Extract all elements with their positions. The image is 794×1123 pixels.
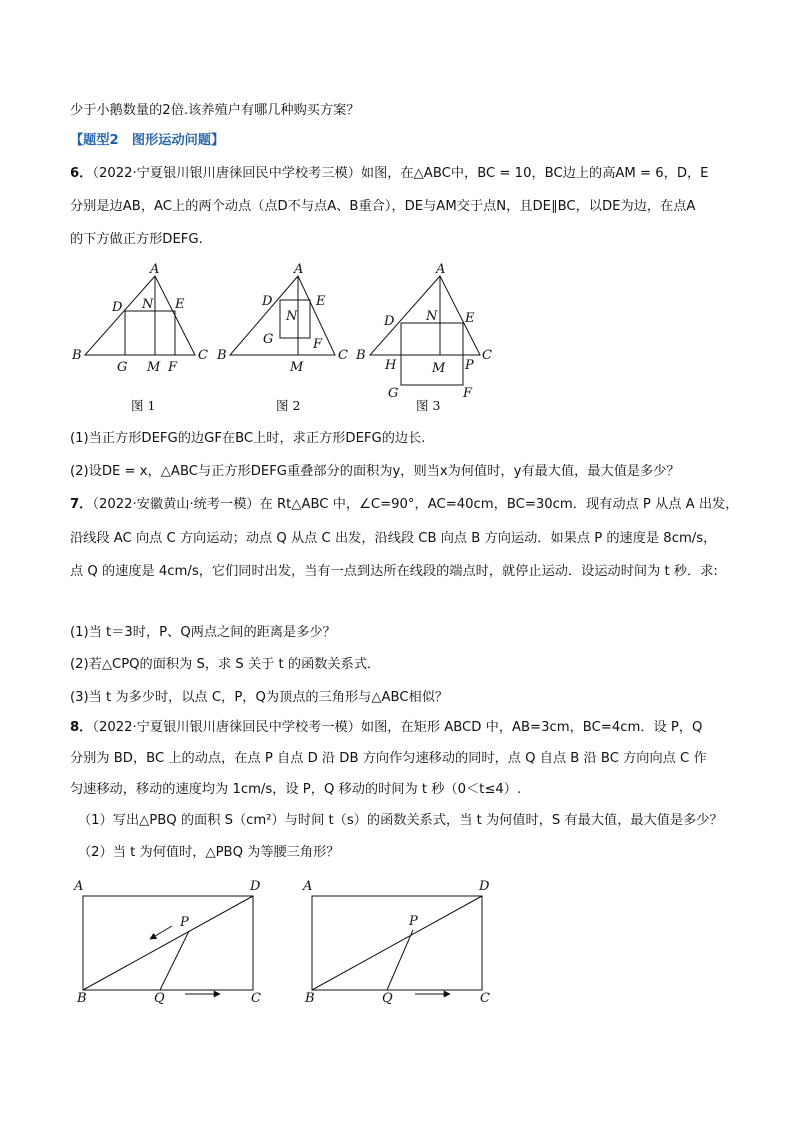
q8-left-label-q: Q bbox=[154, 991, 165, 1006]
fig1-caption: 图 1 bbox=[131, 398, 156, 413]
q7-part3: (3)当 t 为多少时，以点 C，P，Q为顶点的三角形与△ABC相似？ bbox=[70, 690, 449, 705]
q8-left-arrow-p bbox=[150, 926, 172, 939]
q8-source: （2022·宁夏银川银川唐徕回民中学校考一模） bbox=[92, 720, 361, 735]
fig1-label-m: M bbox=[147, 360, 161, 375]
q8-line2: 分别为 BD，BC 上的动点，在点 P 自点 D 沿 DB 方向作匀速移动的同时，点 Q 自点 B 沿 BC 方向向点 C 作 bbox=[70, 751, 707, 766]
q7-line1 bbox=[70, 495, 738, 515]
q8-left-label-b: B bbox=[77, 991, 87, 1006]
q7-number: 7． bbox=[70, 497, 93, 512]
q6-line2: 分别是边AB，AC上的两个动点（点D不与点A、B重合），DE与AM交于点N，且DE∥BC，以DE为边，在点A bbox=[70, 199, 696, 214]
fig2-label-n: N bbox=[286, 309, 298, 324]
fig1-label-g: G bbox=[117, 360, 128, 375]
fig2-label-m: M bbox=[290, 360, 304, 375]
q7-line2: 沿线段 AC 向点 C 方向运动；动点 Q 从点 C 出发，沿线段 CB 向点 B 方向运动．如果点 P 的速度是 8cm/s， bbox=[70, 531, 717, 546]
q8-part2: （2）当 t 为何值时，△PBQ 为等腰三角形？ bbox=[78, 845, 340, 860]
fig2-label-e: E bbox=[316, 294, 326, 309]
fig2-label-d: D bbox=[262, 294, 273, 309]
q8-right-label-b: B bbox=[305, 991, 315, 1006]
section-heading: 【题型2 图形运动问题】 bbox=[70, 133, 225, 148]
fig1-label-d: D bbox=[112, 300, 123, 315]
fig3-label-h: H bbox=[385, 358, 397, 373]
q8-figure-right bbox=[302, 879, 490, 1006]
fig1-label-b: B bbox=[72, 348, 82, 363]
q8-left-label-p: P bbox=[180, 915, 189, 930]
q8-figure-left bbox=[73, 879, 261, 1006]
q6-figures bbox=[0, 255, 794, 425]
q8-right-label-c: C bbox=[480, 991, 490, 1006]
q8-figures bbox=[0, 870, 794, 1010]
q6-source: （2022·宁夏银川银川唐徕回民中学校考三模） bbox=[92, 166, 361, 181]
fig1-label-n: N bbox=[142, 297, 154, 312]
q6-figure-3 bbox=[355, 262, 492, 413]
q8-right-label-p: P bbox=[409, 914, 418, 929]
q8-left-label-c: C bbox=[251, 991, 261, 1006]
fig3-label-a: A bbox=[436, 262, 446, 277]
q6-line3: 的下方做正方形DEFG. bbox=[70, 232, 203, 247]
q8-left-label-d: D bbox=[250, 879, 261, 894]
q8-right-label-q: Q bbox=[382, 991, 393, 1006]
fig3-label-c: C bbox=[482, 348, 492, 363]
fig3-caption: 图 3 bbox=[416, 398, 441, 413]
q8-part1: （1）写出△PBQ 的面积 S（cm²）与时间 t（s）的函数关系式，当 t 为何值时，S 有最大值，最大值是多少？ bbox=[78, 813, 723, 828]
fig3-label-m: M bbox=[432, 361, 446, 376]
fig3-label-p: P bbox=[465, 358, 474, 373]
fig3-label-g: G bbox=[388, 386, 399, 401]
fig2-label-b: B bbox=[217, 348, 227, 363]
fig1-triangle bbox=[85, 276, 195, 355]
q8-line1 bbox=[70, 718, 702, 738]
q6-line1-text: 如图，在△ABC中，BC = 10，BC边上的高AM = 6，D，E bbox=[360, 166, 709, 181]
fig2-caption: 图 2 bbox=[276, 398, 301, 413]
fig2-label-a: A bbox=[294, 262, 304, 277]
fig3-label-b: B bbox=[356, 348, 366, 363]
q6-part2: (2)设DE = x，△ABC与正方形DEFG重叠部分的面积为y，则当x为何值时，y有最大值，最大值是多少？ bbox=[70, 464, 680, 479]
fig1-label-e: E bbox=[175, 297, 185, 312]
fig1-label-f: F bbox=[168, 360, 178, 375]
fig3-label-f: F bbox=[463, 386, 473, 401]
q6-part1: (1)当正方形DEFG的边GF在BC上时，求正方形DEFG的边长. bbox=[70, 431, 426, 446]
q8-number: 8． bbox=[70, 720, 93, 735]
q6-number: 6． bbox=[70, 166, 93, 181]
fig3-label-n: N bbox=[426, 309, 438, 324]
fig1-label-c: C bbox=[198, 348, 208, 363]
q7-line1-text: 在 Rt△ABC 中，∠C=90°，AC=40cm，BC=30cm．现有动点 P 从点 A 出发， bbox=[259, 497, 739, 512]
fig2-label-g: G bbox=[263, 332, 274, 347]
fig1-label-a: A bbox=[150, 262, 160, 277]
fig3-label-e: E bbox=[465, 311, 475, 326]
q8-right-diagonal-bd bbox=[312, 896, 482, 990]
q7-line3: 点 Q 的速度是 4cm/s，它们同时出发，当有一点到达所在线段的端点时，就停止运动．设运动时间为 t 秒．求: bbox=[70, 564, 718, 579]
fig1-square bbox=[125, 311, 175, 355]
fig3-label-d: D bbox=[384, 314, 395, 329]
intro-line: 少于小鹅数量的2倍.该养殖户有哪几种购买方案？ bbox=[70, 103, 360, 118]
q6-line1 bbox=[70, 164, 709, 184]
q8-left-label-a: A bbox=[74, 879, 84, 894]
q7-part1: (1)当 t＝3时，P、Q两点之间的距离是多少？ bbox=[70, 625, 336, 640]
q8-left-diagonal-bd bbox=[83, 896, 253, 990]
q7-part2: (2)若△CPQ的面积为 S，求 S 关于 t 的函数关系式． bbox=[70, 657, 381, 672]
q8-right-label-d: D bbox=[479, 879, 490, 894]
q6-figure-1 bbox=[71, 262, 208, 413]
q6-figure-2 bbox=[216, 262, 348, 413]
q8-right-segment-pq bbox=[387, 930, 413, 990]
fig2-label-f: F bbox=[313, 337, 323, 352]
q8-right-label-a: A bbox=[303, 879, 313, 894]
q8-line3: 匀速移动，移动的速度均为 1cm/s，设 P，Q 移动的时间为 t 秒（0＜t≤4）. bbox=[70, 782, 522, 797]
fig2-label-c: C bbox=[338, 348, 348, 363]
q8-line1-text: 如图，在矩形 ABCD 中，AB=3cm，BC=4cm．设 P，Q bbox=[360, 720, 703, 735]
q7-source: （2022·安徽黄山·统考一模） bbox=[92, 497, 260, 512]
